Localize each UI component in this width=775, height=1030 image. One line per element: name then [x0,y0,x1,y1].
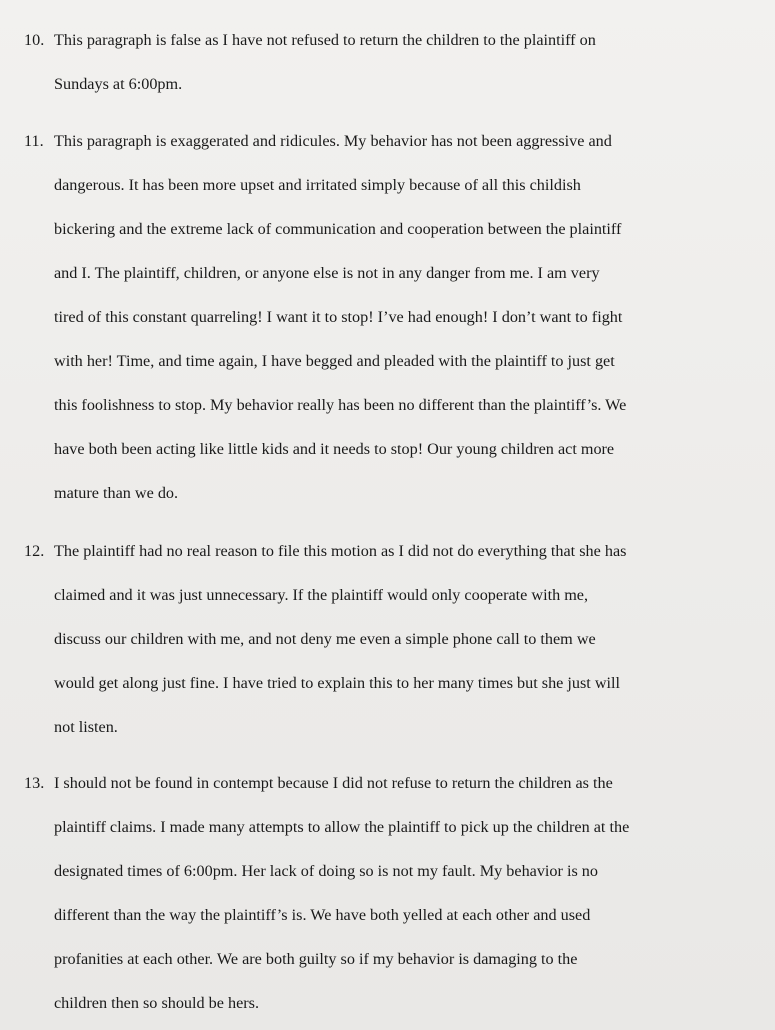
text-line: children then so should be hers. [54,994,259,1012]
text-line: would get along just fine. I have tried to explain this to her many times but she just will [54,674,621,692]
text-line: tired of this constant quarreling! I want it to stop! I’ve had enough! I don’t want to fight [54,308,623,326]
text-line: This paragraph is exaggerated and ridicules. My behavior has not been aggressive and [54,132,612,150]
text-line: This paragraph is false as I have not refused to return the children to the plaintiff on [54,31,596,49]
text-line: have both been acting like little kids and it needs to stop! Our young children act more [54,440,615,458]
text-line: I should not be found in contempt because I did not refuse to return the children as the [54,774,613,792]
text-line: with her! Time, and time again, I have begged and pleaded with the plaintiff to just get [54,352,615,370]
paragraph-number: 10. [24,31,45,49]
paragraph-text [54,18,735,106]
paragraph-number: 13. [24,774,45,792]
paragraph-12 [24,529,735,749]
text-line: and I. The plaintiff, children, or anyone else is not in any danger from me. I am very [54,264,600,282]
text-line: The plaintiff had no real reason to file this motion as I did not do everything that she has [54,542,627,560]
text-line: different than the way the plaintiff’s is. We have both yelled at each other and used [54,906,591,924]
text-line: discuss our children with me, and not deny me even a simple phone call to them we [54,630,596,648]
paragraph-10 [24,18,735,106]
text-line: profanities at each other. We are both guilty so if my behavior is damaging to the [54,950,578,968]
text-line: designated times of 6:00pm. Her lack of doing so is not my fault. My behavior is no [54,862,598,880]
paragraph-11 [24,119,735,515]
text-line: plaintiff claims. I made many attempts to allow the plaintiff to pick up the children at the [54,818,630,836]
paragraph-13 [24,761,735,1025]
paragraph-number: 12. [24,542,45,560]
text-line: this foolishness to stop. My behavior really has been no different than the plaintiff’s. We [54,396,627,414]
paragraph-text [54,529,735,749]
text-line: claimed and it was just unnecessary. If the plaintiff would only cooperate with me, [54,586,589,604]
paragraph-text [54,761,735,1025]
text-line: mature than we do. [54,484,179,502]
paragraph-text [54,119,735,515]
text-line: bickering and the extreme lack of communication and cooperation between the plaintiff [54,220,622,238]
text-line: Sundays at 6:00pm. [54,75,183,93]
paragraph-number: 11. [24,132,44,150]
text-line: not listen. [54,718,118,736]
text-line: dangerous. It has been more upset and irritated simply because of all this childish [54,176,581,194]
